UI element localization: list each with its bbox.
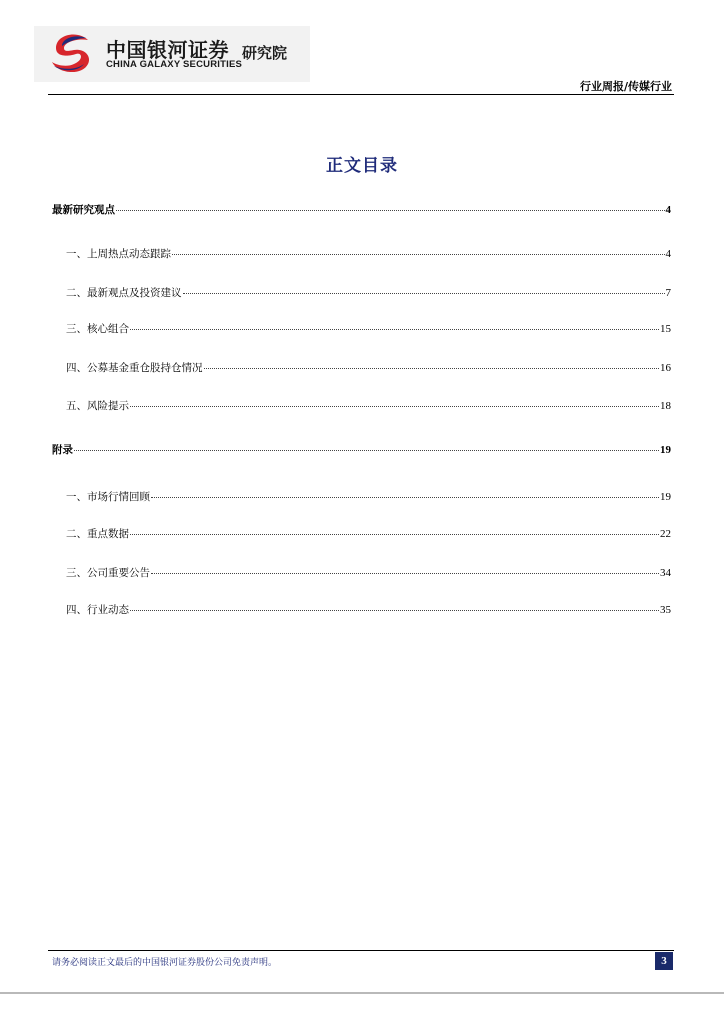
toc-leader — [130, 329, 659, 330]
toc-entry-appendix[interactable] — [52, 442, 671, 457]
toc-entry-industry-news[interactable] — [66, 602, 671, 617]
toc-entry-risk-warning[interactable] — [66, 398, 671, 413]
toc-leader — [130, 406, 659, 407]
toc-entry-page: 16 — [660, 362, 671, 374]
toc-leader — [204, 368, 660, 369]
toc-entry-label: 附录 — [52, 444, 73, 456]
toc-leader — [116, 210, 665, 211]
company-name-en: CHINA GALAXY SECURITIES — [106, 59, 243, 70]
toc-leader — [130, 534, 659, 535]
toc-entry-label: 一、上周热点动态跟踪 — [66, 248, 171, 260]
toc-entry-label: 二、最新观点及投资建议 — [66, 287, 182, 299]
toc-entry-market-review[interactable] — [66, 489, 671, 504]
page-number: 3 — [655, 952, 673, 970]
company-name-cn: 中国银河证券 — [106, 38, 229, 62]
toc-entry-page: 35 — [660, 604, 671, 616]
footer-disclaimer: 请务必阅读正文最后的中国银河证券股份公司免责声明。 — [52, 958, 278, 968]
company-logo — [34, 26, 310, 82]
toc-entry-page: 19 — [660, 444, 671, 456]
toc-entry-fund-holdings[interactable] — [66, 360, 671, 375]
toc-entry-page: 4 — [665, 248, 671, 260]
toc-entry-label: 一、市场行情回顾 — [66, 491, 150, 503]
institute-name: 研究院 — [242, 44, 288, 62]
toc-entry-label: 四、公募基金重仓股持仓情况 — [66, 362, 203, 374]
toc-entry-key-data[interactable] — [66, 526, 671, 541]
toc-entry-page: 19 — [660, 491, 671, 503]
footer-divider — [48, 950, 674, 951]
toc-leader — [172, 254, 665, 255]
toc-entry-core-portfolio[interactable] — [66, 321, 671, 336]
toc-entry-company-announcements[interactable] — [66, 565, 671, 580]
toc-entry-latest-views[interactable] — [52, 202, 671, 217]
toc-entry-label: 五、风险提示 — [66, 400, 129, 412]
toc-leader — [183, 293, 665, 294]
toc-leader — [74, 450, 659, 451]
toc-entry-label: 三、公司重要公告 — [66, 567, 150, 579]
toc-leader — [151, 573, 659, 574]
toc-entry-page: 7 — [665, 287, 671, 299]
toc-entry-label: 三、核心组合 — [66, 323, 129, 335]
galaxy-logo-icon — [48, 30, 94, 76]
toc-entry-label: 最新研究观点 — [52, 204, 115, 216]
toc-leader — [130, 610, 659, 611]
toc-entry-label: 二、重点数据 — [66, 528, 129, 540]
toc-entry-page: 15 — [660, 323, 671, 335]
toc-title: 正文目录 — [326, 156, 398, 176]
header-divider — [48, 94, 674, 95]
report-type: 行业周报/传媒行业 — [579, 80, 672, 93]
toc-entry-investment-advice[interactable] — [66, 285, 671, 300]
toc-leader — [151, 497, 659, 498]
toc-entry-page: 18 — [660, 400, 671, 412]
toc-entry-page: 4 — [665, 204, 671, 216]
toc-entry-page: 22 — [660, 528, 671, 540]
toc-entry-hotspot-tracking[interactable] — [66, 246, 671, 261]
toc-entry-label: 四、行业动态 — [66, 604, 129, 616]
toc-entry-page: 34 — [660, 567, 671, 579]
page-edge-divider — [0, 992, 724, 994]
